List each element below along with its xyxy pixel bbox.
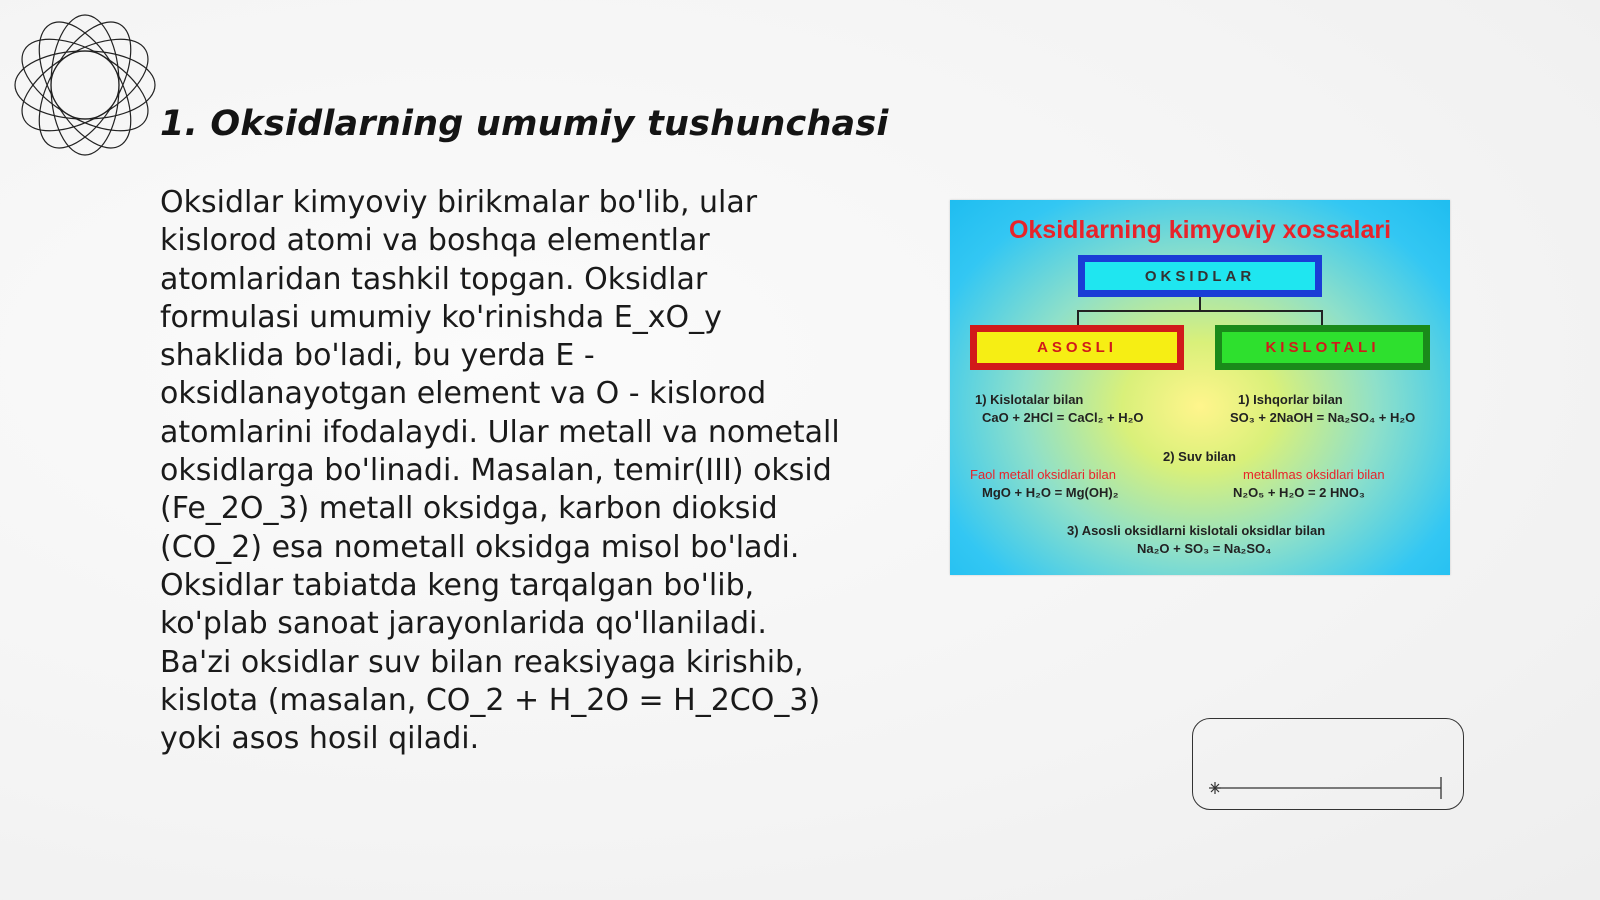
body-line: oksidlanayotgan element va O - kislorod bbox=[160, 376, 767, 412]
connector-vertical-root bbox=[1199, 297, 1201, 311]
connector-left-drop bbox=[1077, 310, 1079, 325]
water-heading: 2) Suv bilan bbox=[1163, 449, 1236, 464]
oksidlar-box bbox=[1078, 255, 1322, 297]
body-line: Oksidlar kimyoviy birikmalar bo'lib, ular bbox=[160, 185, 758, 220]
connector-right-drop bbox=[1321, 310, 1323, 325]
body-line: kislota (masalan, CO_2 + H_2O = H_2CO_3) bbox=[160, 682, 821, 718]
kislotali-box bbox=[1215, 325, 1430, 370]
body-line: Ba'zi oksidlar suv bilan reaksiyaga kirishib, bbox=[160, 644, 804, 680]
frame-line-icon bbox=[1193, 719, 1465, 811]
asosli-box bbox=[970, 325, 1184, 370]
decorative-frame bbox=[1192, 718, 1464, 810]
water-left-equation: MgO + H₂O = Mg(OH)₂ bbox=[982, 485, 1119, 500]
asosli-label: ASOSLI bbox=[977, 332, 1177, 363]
body-line: Oksidlar tabiatda keng tarqalgan bo'lib, bbox=[160, 567, 755, 603]
right-rule-equation: SO₃ + 2NaOH = Na₂SO₄ + H₂O bbox=[1230, 410, 1416, 425]
body-line: oksidlarga bo'linadi. Masalan, temir(III) oksid bbox=[160, 453, 832, 489]
body-line: ko'plab sanoat jarayonlarida qo'llaniladi. bbox=[160, 606, 767, 642]
combo-heading: 3) Asosli oksidlarni kislotali oksidlar bilan bbox=[1067, 523, 1326, 538]
body-line: atomlaridan tashkil topgan. Oksidlar bbox=[160, 261, 708, 297]
spirograph-logo-icon bbox=[10, 10, 160, 160]
body-line: kislorod atomi va boshqa elementlar bbox=[160, 223, 710, 259]
body-line: formulasi umumiy ko'rinishda E_xO_y bbox=[160, 299, 722, 335]
water-right-equation: N₂O₅ + H₂O = 2 HNO₃ bbox=[1233, 485, 1365, 500]
right-rule-heading: 1) Ishqorlar bilan bbox=[1238, 392, 1343, 407]
combo-equation: Na₂O + SO₃ = Na₂SO₄ bbox=[1137, 541, 1272, 556]
oxide-properties-diagram bbox=[950, 200, 1450, 575]
body-line: (Fe_2O_3) metall oksidga, karbon dioksid bbox=[160, 491, 778, 527]
oksidlar-label: OKSIDLAR bbox=[1085, 262, 1315, 290]
slide-body-text bbox=[160, 184, 850, 758]
body-line: (CO_2) esa nometall oksidga misol bo'ladi. bbox=[160, 529, 800, 565]
water-right-note: metallmas oksidlari bilan bbox=[1243, 467, 1385, 482]
slide-title: 1. Oksidlarning umumiy tushunchasi bbox=[160, 104, 889, 144]
diagram-title: Oksidlarning kimyoviy xossalari bbox=[1008, 216, 1392, 244]
body-line: shaklida bo'ladi, bu yerda E - bbox=[160, 338, 595, 374]
body-line: yoki asos hosil qiladi. bbox=[160, 721, 480, 757]
water-left-note: Faol metall oksidlari bilan bbox=[970, 467, 1116, 482]
left-rule-equation: CaO + 2HCl = CaCl₂ + H₂O bbox=[982, 410, 1144, 425]
kislotali-label: KISLOTALI bbox=[1222, 332, 1423, 363]
left-rule-heading: 1) Kislotalar bilan bbox=[975, 392, 1084, 407]
connector-horizontal bbox=[1077, 310, 1323, 312]
body-line: atomlarini ifodalaydi. Ular metall va nometall bbox=[160, 414, 840, 450]
